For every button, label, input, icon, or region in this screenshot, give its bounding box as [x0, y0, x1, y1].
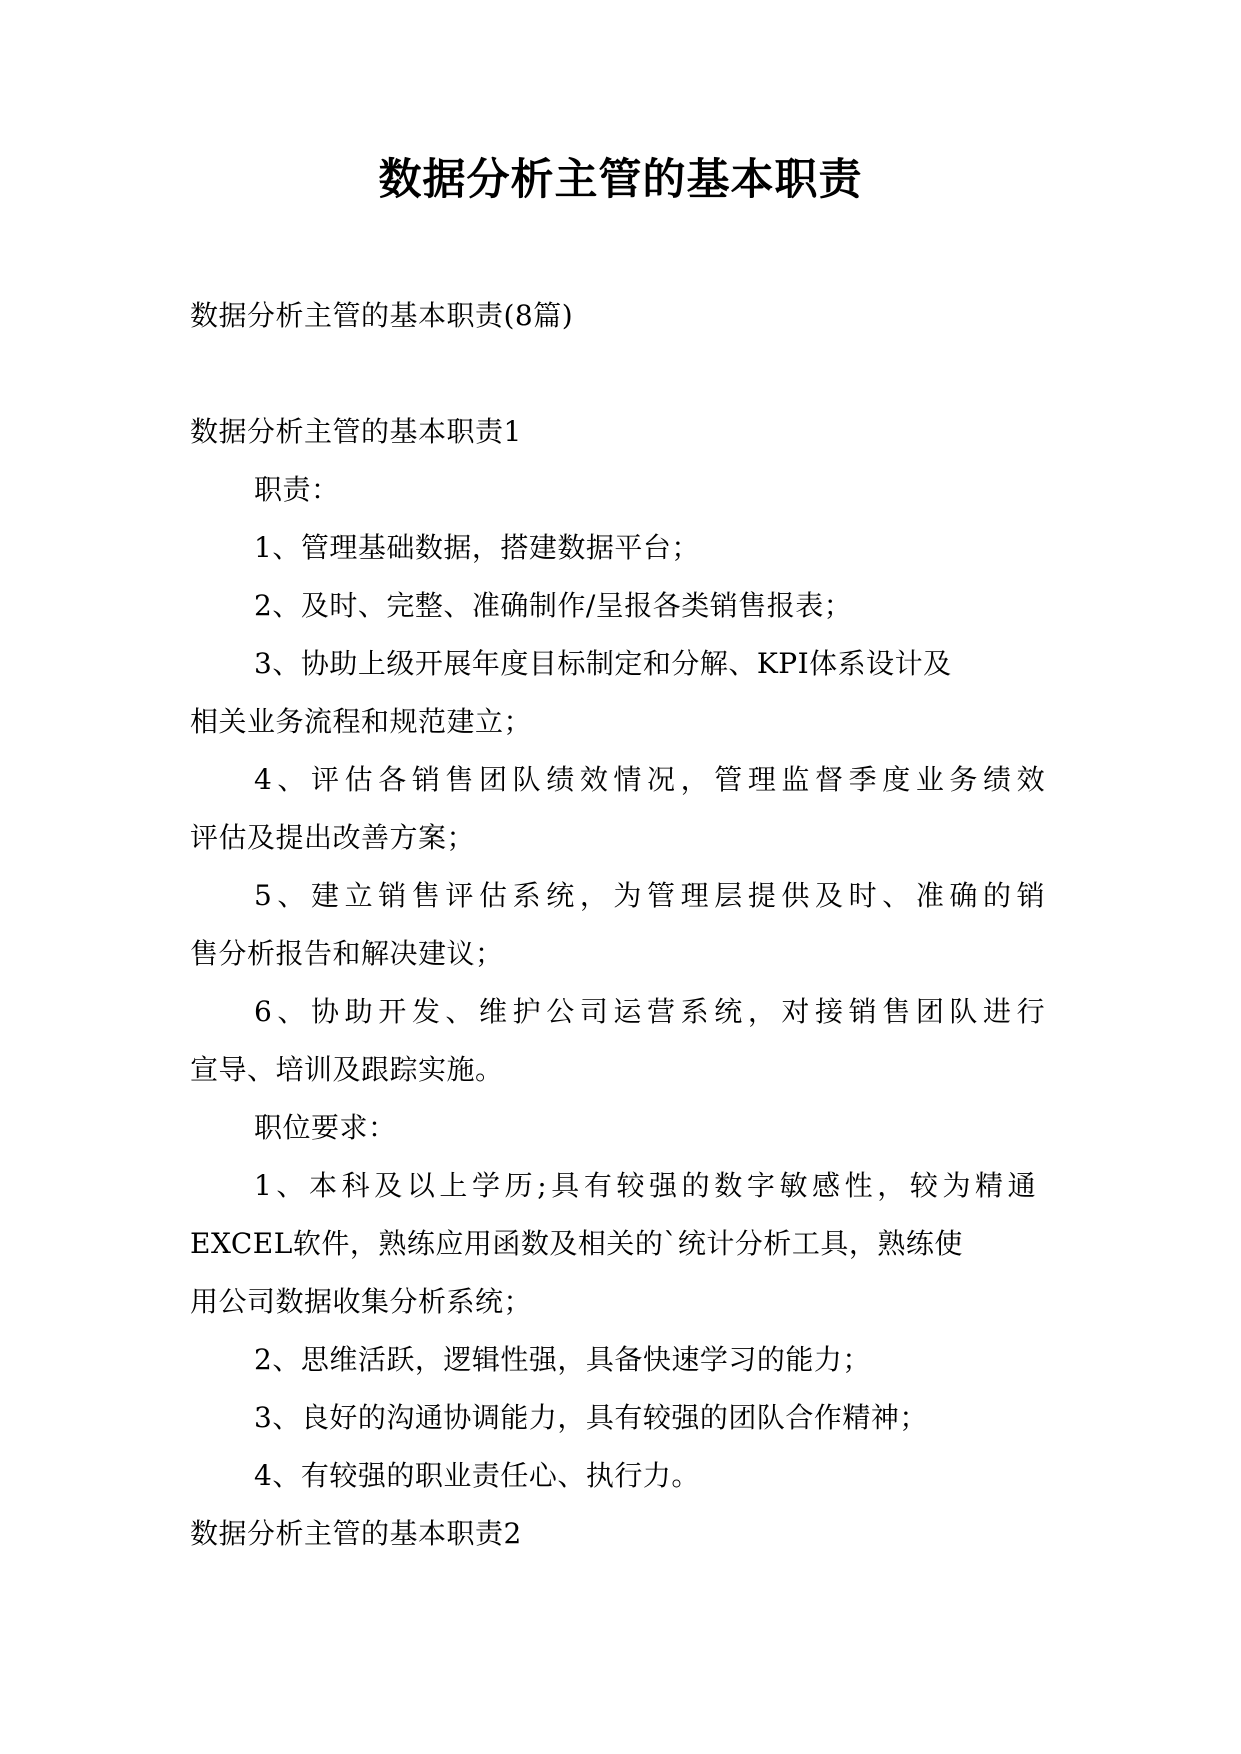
section-heading-1: 数据分析主管的基本职责1: [190, 415, 522, 448]
duty-item-5-line-1: 5、建立销售评估系统，为管理层提供及时、准确的销: [254, 879, 1051, 912]
requirement-item-1-line-2: EXCEL软件，熟练应用函数及相关的`统计分析工具，熟练使: [190, 1227, 963, 1260]
requirements-label: 职位要求：: [254, 1111, 397, 1144]
requirement-item-1-line-1: 1、本科及以上学历;具有较强的数字敏感性，较为精通: [254, 1169, 1041, 1202]
duty-item-4-line-2: 评估及提出改善方案；: [190, 821, 476, 854]
duty-item-2: 2、及时、完整、准确制作/呈报各类销售报表；: [254, 589, 853, 622]
duty-item-1: 1、管理基础数据，搭建数据平台；: [254, 531, 700, 564]
document-title: 数据分析主管的基本职责: [378, 155, 863, 205]
duty-item-3-line-1: 3、协助上级开展年度目标制定和分解、KPI体系设计及: [254, 647, 952, 680]
duty-item-4-line-1: 4、评估各销售团队绩效情况，管理监督季度业务绩效: [254, 763, 1051, 796]
requirement-item-1-line-3: 用公司数据收集分析系统；: [190, 1285, 533, 1318]
requirement-item-2: 2、思维活跃，逻辑性强，具备快速学习的能力；: [254, 1343, 871, 1376]
duty-item-3-line-2: 相关业务流程和规范建立；: [190, 705, 533, 738]
duty-item-6-line-2: 宣导、培训及跟踪实施。: [190, 1053, 504, 1086]
document-subtitle: 数据分析主管的基本职责(8篇): [190, 299, 574, 332]
duties-label: 职责：: [254, 473, 340, 506]
section-heading-2: 数据分析主管的基本职责2: [190, 1517, 522, 1550]
requirement-item-4: 4、有较强的职业责任心、执行力。: [254, 1459, 700, 1492]
requirement-item-3: 3、良好的沟通协调能力，具有较强的团队合作精神；: [254, 1401, 928, 1434]
duty-item-5-line-2: 售分析报告和解决建议；: [190, 937, 504, 970]
duty-item-6-line-1: 6、协助开发、维护公司运营系统，对接销售团队进行: [254, 995, 1051, 1028]
